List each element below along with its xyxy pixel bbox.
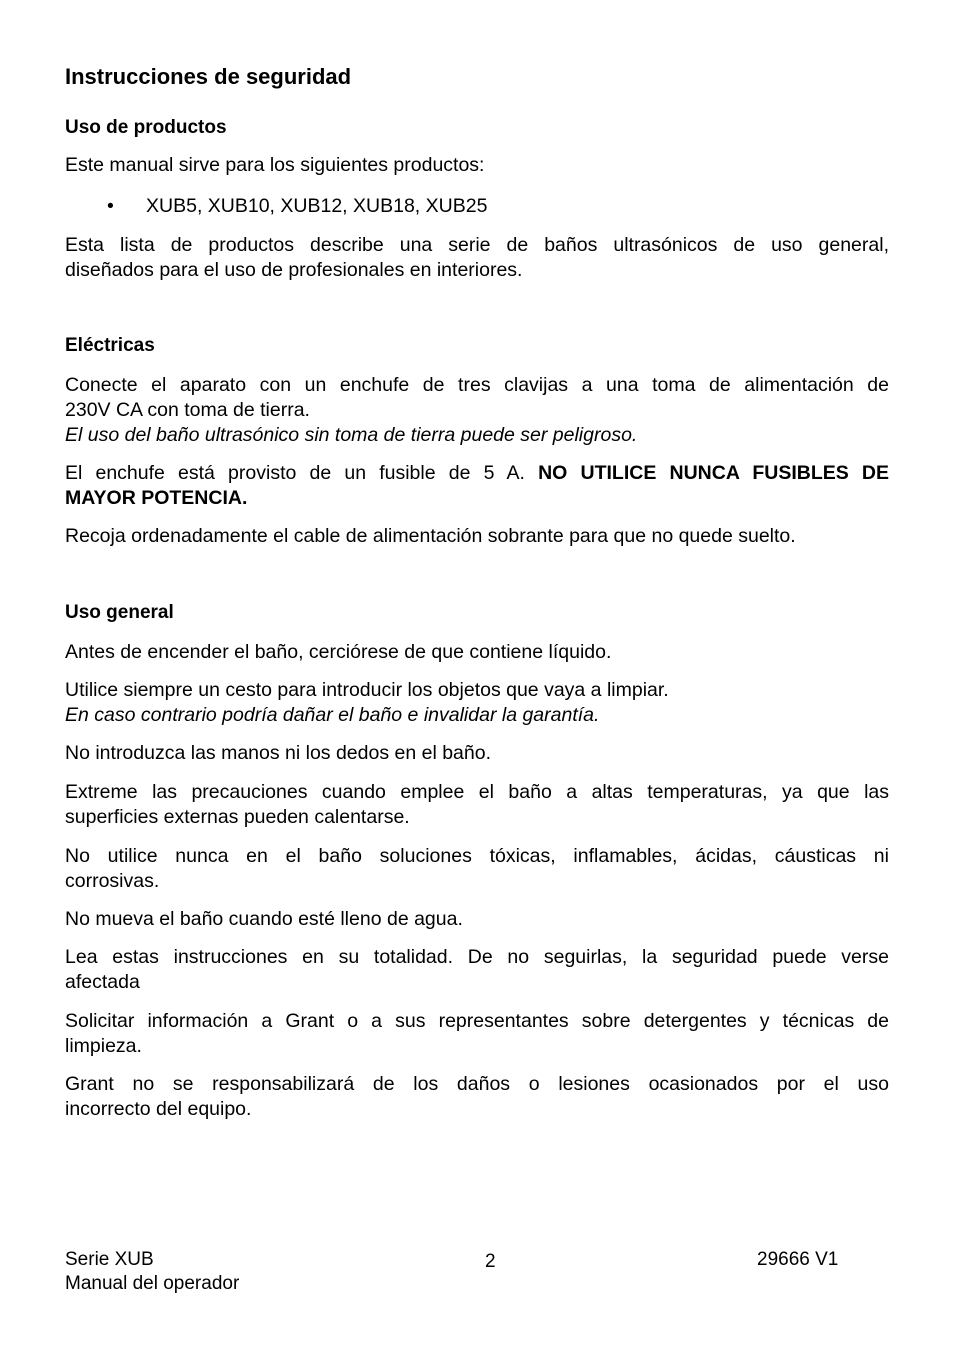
electricas-p2-line-1	[65, 461, 889, 486]
section-heading-uso-general: Uso general	[65, 602, 174, 623]
general-p4-line-2: superficies externas pueden calentarse.	[65, 806, 410, 828]
electricas-paragraph-3	[65, 524, 889, 549]
electricas-p3-text: Recoja ordenadamente el cable de alimentación sobrante para que no quede suelto.	[65, 525, 796, 547]
electricas-p1-line-2: 230V CA con toma de tierra.	[65, 399, 310, 421]
footer-doc-code: 29666 V1	[757, 1249, 839, 1270]
footer-manual: Manual del operador	[65, 1273, 240, 1294]
general-p9-line-1: Grant no se responsabilizará de los daños o lesiones ocasionados por el uso	[65, 1073, 889, 1095]
footer-page-number: 2	[485, 1251, 496, 1272]
general-p6-text: No mueva el baño cuando esté lleno de agua.	[65, 908, 463, 930]
products-intro-text: Este manual sirve para los siguientes productos:	[65, 154, 485, 176]
footer-left	[65, 1248, 239, 1296]
general-p2-text: Utilice siempre un cesto para introducir los objetos que vaya a limpiar.	[65, 679, 669, 701]
general-p4-line-1: Extreme las precauciones cuando emplee el baño a altas temperaturas, ya que las	[65, 781, 889, 803]
general-p8-line-1: Solicitar información a Grant o a sus representantes sobre detergentes y técnicas de	[65, 1010, 889, 1032]
fuse-warning-bold-1: NO UTILICE NUNCA FUSIBLES DE	[538, 462, 890, 484]
general-paragraph-6	[65, 907, 889, 932]
general-paragraph-1	[65, 640, 889, 665]
general-p8-line-2: limpieza.	[65, 1035, 142, 1057]
general-paragraph-4	[65, 780, 889, 830]
products-description-line-2: diseñados para el uso de profesionales en interiores.	[65, 259, 523, 281]
general-p5-line-2: corrosivas.	[65, 870, 160, 892]
page-title: Instrucciones de seguridad	[65, 64, 352, 89]
general-paragraph-3	[65, 741, 889, 766]
general-p2-italic: En caso contrario podría dañar el baño e invalidar la garantía.	[65, 704, 600, 726]
section-heading-electricas: Eléctricas	[65, 335, 155, 356]
electricas-paragraph-1	[65, 373, 889, 448]
general-p1-text: Antes de encender el baño, cerciórese de que contiene líquido.	[65, 641, 612, 663]
general-p9-line-2: incorrecto del equipo.	[65, 1098, 252, 1120]
fuse-note: El enchufe está provisto de un fusible de 5 A.	[65, 462, 525, 484]
bullet-icon: •	[107, 195, 114, 217]
products-description	[65, 233, 889, 283]
footer-series: Serie XUB	[65, 1249, 154, 1270]
general-p7-line-2: afectada	[65, 971, 140, 993]
electricas-warning-italic: El uso del baño ultrasónico sin toma de tierra puede ser peligroso.	[65, 424, 638, 446]
general-p7-line-1: Lea estas instrucciones en su totalidad. De no seguirlas, la seguridad puede verse	[65, 946, 889, 968]
general-paragraph-9	[65, 1072, 889, 1122]
general-p3-text: No introduzca las manos ni los dedos en el baño.	[65, 742, 492, 764]
general-paragraph-8	[65, 1009, 889, 1059]
section-heading-uso-productos: Uso de productos	[65, 117, 227, 138]
general-paragraph-7	[65, 945, 889, 995]
general-paragraph-5	[65, 844, 889, 894]
electricas-paragraph-2	[65, 461, 889, 511]
products-intro	[65, 153, 889, 178]
general-paragraph-2	[65, 678, 889, 728]
general-p5-line-1: No utilice nunca en el baño soluciones tóxicas, inflamables, ácidas, cáusticas ni	[65, 845, 889, 867]
product-list-text: XUB5, XUB10, XUB12, XUB18, XUB25	[146, 195, 488, 217]
products-description-line-1: Esta lista de productos describe una serie de baños ultrasónicos de uso general,	[65, 234, 889, 256]
electricas-p1-line-1: Conecte el aparato con un enchufe de tres clavijas a una toma de alimentación de	[65, 374, 889, 396]
fuse-warning-bold-2: MAYOR POTENCIA.	[65, 487, 248, 509]
